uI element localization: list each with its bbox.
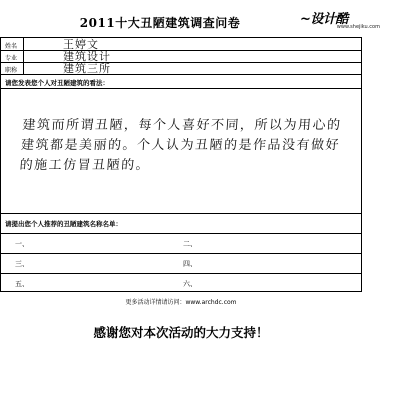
divider xyxy=(1,62,361,63)
opinion-prompt: 请您发表您个人对丑陋建筑的看法： xyxy=(5,79,109,87)
field-value-title[interactable]: 建筑三所 xyxy=(63,62,111,75)
logo-text: ~设计酷 xyxy=(300,12,348,27)
nominee-row-label: 四、 xyxy=(183,260,197,268)
nominee-row-label: 一、 xyxy=(15,240,29,248)
nominee-row-label: 二、 xyxy=(183,240,197,248)
divider xyxy=(1,253,361,254)
thanks-message: 感谢您对本次活动的大力支持！ xyxy=(93,325,269,340)
nominee-row-label: 五、 xyxy=(15,280,29,288)
nominee-row-label: 六、 xyxy=(183,280,197,288)
nominate-prompt: 请提出您个人推荐的丑陋建筑名称名单： xyxy=(5,220,122,228)
divider xyxy=(1,273,361,274)
field-label-name: 姓名 xyxy=(5,43,18,50)
field-value-name[interactable]: 王婷文 xyxy=(63,38,99,51)
nominee-row-label: 三、 xyxy=(15,260,29,268)
field-label-major: 专业 xyxy=(5,55,18,62)
field-label-title: 职称 xyxy=(5,67,18,74)
divider xyxy=(1,88,361,89)
footer-url: 更多活动详情请访问：www.archdc.com xyxy=(125,299,237,306)
divider xyxy=(23,38,24,74)
divider xyxy=(1,74,361,75)
divider xyxy=(1,233,361,234)
divider xyxy=(1,213,361,214)
opinion-answer[interactable]: 建筑而所谓丑陋，每个人喜好不同，所以为用心的建筑都是美丽的。个人认为丑陋的是作品没有做好的施工仿冒丑陋的。 xyxy=(19,118,342,173)
divider xyxy=(1,50,361,51)
survey-title: 2011十大丑陋建筑调查问卷 xyxy=(79,16,241,30)
logo-url: www.shejiku.com xyxy=(336,24,380,30)
field-value-major[interactable]: 建筑设计 xyxy=(63,50,111,63)
logo xyxy=(300,8,380,34)
survey-form xyxy=(0,37,362,292)
